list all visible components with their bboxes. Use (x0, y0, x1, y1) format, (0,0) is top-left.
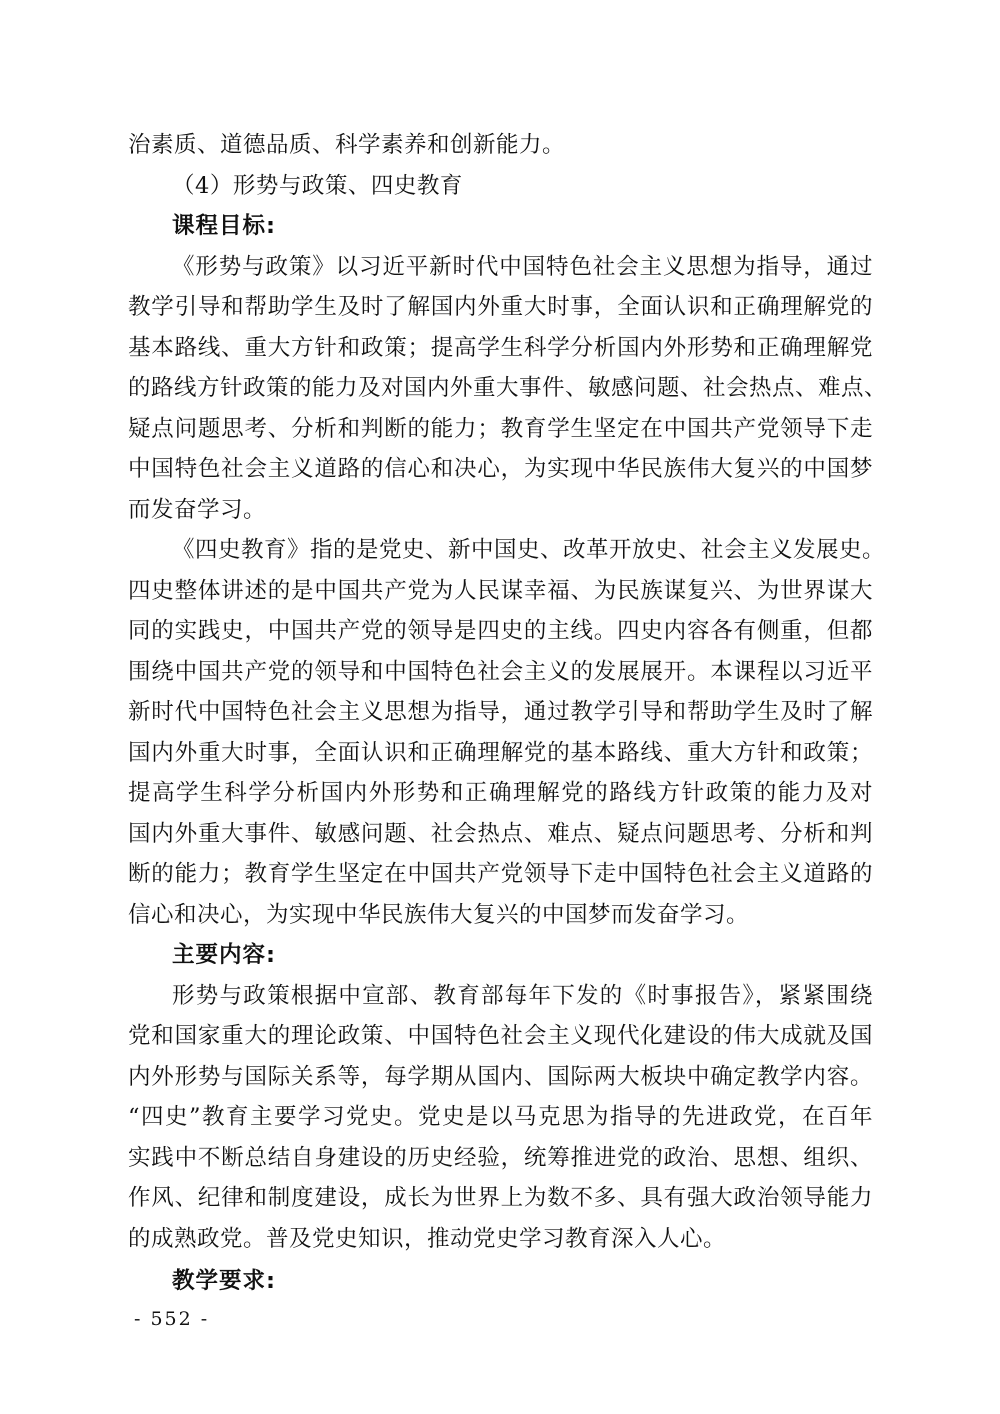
paragraph-line: 围绕中国共产党的领导和中国特色社会主义的发展展开。本课程以习近平 (128, 659, 873, 685)
paragraph-line: 提高学生科学分析国内外形势和正确理解党的路线方针政策的能力及对 (128, 780, 873, 806)
section-title: （4）形势与政策、四史教育 (172, 173, 463, 199)
paragraph-line: 断的能力；教育学生坚定在中国共产党领导下走中国特色社会主义道路的 (128, 861, 873, 887)
paragraph-line: 中国特色社会主义道路的信心和决心，为实现中华民族伟大复兴的中国梦 (128, 456, 873, 482)
paragraph-line: 而发奋学习。 (128, 497, 267, 523)
paragraph-line: 内外形势与国际关系等，每学期从国内、国际两大板块中确定教学内容。 (128, 1064, 873, 1090)
intro-line: 治素质、道德品质、科学素养和创新能力。 (128, 132, 566, 158)
paragraph-line: 信心和决心，为实现中华民族伟大复兴的中国梦而发奋学习。 (128, 902, 750, 928)
paragraph-line: 国内外重大时事，全面认识和正确理解党的基本路线、重大方针和政策； (128, 740, 873, 766)
paragraph-line: 教学引导和帮助学生及时了解国内外重大时事，全面认识和正确理解党的 (128, 294, 873, 320)
paragraph-line: 的路线方针政策的能力及对国内外重大事件、敏感问题、社会热点、难点、 (128, 375, 888, 401)
paragraph-line: 新时代中国特色社会主义思想为指导，通过教学引导和帮助学生及时了解 (128, 699, 873, 725)
paragraph-line: 基本路线、重大方针和政策；提高学生科学分析国内外形势和正确理解党 (128, 335, 873, 361)
heading-main-content: 主要内容: (172, 942, 276, 968)
paragraph-line: 党和国家重大的理论政策、中国特色社会主义现代化建设的伟大成就及国 (128, 1023, 873, 1049)
paragraph-line: 同的实践史，中国共产党的领导是四史的主线。四史内容各有侧重，但都 (128, 618, 873, 644)
paragraph-line: “四史”教育主要学习党史。党史是以马克思为指导的先进政党，在百年 (128, 1104, 873, 1130)
paragraph-line: 四史整体讲述的是中国共产党为人民谋幸福、为民族谋复兴、为世界谋大 (128, 578, 873, 604)
paragraph-line: 实践中不断总结自身建设的历史经验，统筹推进党的政治、思想、组织、 (128, 1145, 873, 1171)
paragraph-line: 国内外重大事件、敏感问题、社会热点、难点、疑点问题思考、分析和判 (128, 821, 873, 847)
paragraph-line: 疑点问题思考、分析和判断的能力；教育学生坚定在中国共产党领导下走 (128, 416, 873, 442)
paragraph-line: 《形势与政策》以习近平新时代中国特色社会主义思想为指导，通过 (172, 254, 873, 280)
paragraph-line: 的成熟政党。普及党史知识，推动党史学习教育深入人心。 (128, 1226, 727, 1252)
paragraph-line: 作风、纪律和制度建设，成长为世界上为数不多、具有强大政治领导能力 (128, 1185, 873, 1211)
paragraph-line: 形势与政策根据中宣部、教育部每年下发的《时事报告》，紧紧围绕 (172, 983, 873, 1009)
heading-course-goal: 课程目标: (172, 213, 276, 239)
heading-teaching-requirements: 教学要求: (172, 1268, 276, 1294)
page-number: - 552 - (134, 1308, 210, 1330)
paragraph-line: 《四史教育》指的是党史、新中国史、改革开放史、社会主义发展史。 (172, 537, 886, 563)
